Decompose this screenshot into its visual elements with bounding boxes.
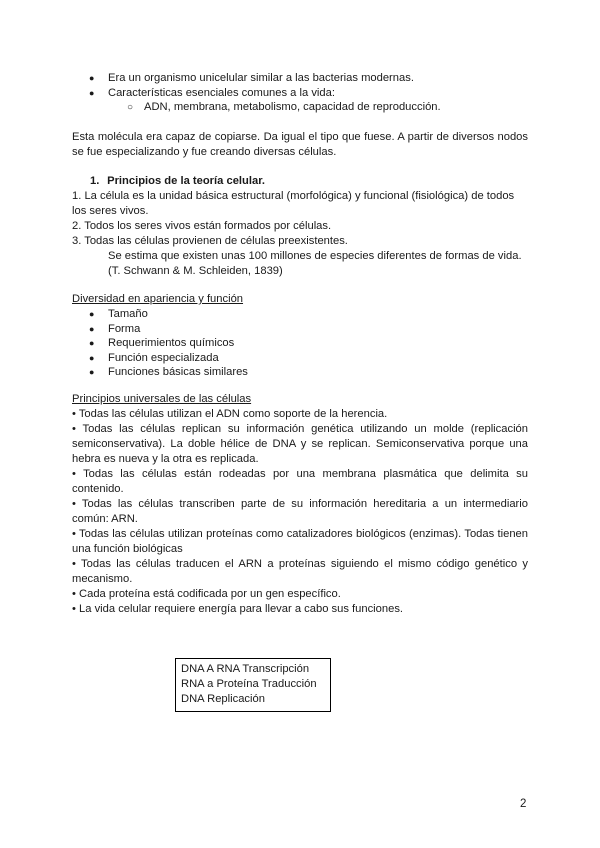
- principle-item: • Todas las células utilizan proteínas como catalizadores biológicos (enzimas). Todas tienen una función biológicas: [72, 528, 528, 555]
- list-item: ● Funciones básicas similares: [89, 366, 248, 379]
- page-number: 2: [520, 798, 527, 810]
- principle-item: • Todas las células están rodeadas por una membrana plasmática que delimita su contenido.: [72, 468, 528, 495]
- principle-item: • Todas las células traducen el ARN a proteínas siguiendo el mismo código genético y mecanismo.: [72, 558, 528, 585]
- diversity-title: Diversidad en apariencia y función: [72, 293, 244, 305]
- principle-item: • Cada proteína está codificada por un gen específico.: [72, 588, 341, 600]
- section-heading: 1. Principios de la teoría celular.: [90, 175, 266, 187]
- list-item: ● Era un organismo unicelular similar a las bacterias modernas.: [89, 72, 414, 84]
- bullet-icon: ●: [89, 352, 95, 363]
- diversity-section: [72, 292, 528, 380]
- universal-principles-section: [72, 392, 528, 617]
- universal-title: Principios universales de las células: [72, 393, 252, 405]
- sub-list-item: ○ ADN, membrana, metabolismo, capacidad de reproducción.: [127, 101, 441, 114]
- box-line: DNA Replicación: [181, 693, 265, 705]
- bullet-icon: ●: [89, 323, 95, 334]
- estimate-note: Se estima que existen unas 100 millones de especies diferentes de formas de vida.: [108, 250, 522, 262]
- principle-item: • Todas las células utilizan el ADN como soporte de la herencia.: [72, 408, 388, 420]
- citation-note: (T. Schwann & M. Schleiden, 1839): [108, 265, 283, 277]
- principles-list: [72, 189, 528, 279]
- principle-item: 3. Todas las células provienen de células preexistentes.: [72, 235, 348, 247]
- bullet-icon: ●: [89, 309, 95, 319]
- summary-box: [175, 658, 331, 712]
- circle-bullet-icon: ○: [127, 102, 134, 114]
- bullet-icon: ●: [89, 87, 95, 98]
- principle-item: • La vida celular requiere energía para llevar a cabo sus funciones.: [72, 603, 404, 615]
- list-item: ● Forma: [89, 322, 141, 335]
- molecule-paragraph: Esta molécula era capaz de copiarse. Da igual el tipo que fuese. A partir de diversos nodos se fue especializando y fue creando diversas células.: [72, 131, 528, 158]
- list-item: ● Función especializada: [89, 351, 219, 364]
- list-item: ● Tamaño: [89, 308, 148, 320]
- principle-item: 1. La célula es la unidad básica estructural (morfológica) y funcional (fisiológica) de todos los seres vivos.: [72, 190, 515, 217]
- box-line: DNA A RNA Transcripción: [181, 663, 310, 675]
- list-item: ● Requerimientos químicos: [89, 337, 235, 350]
- list-item: ● Características esenciales comunes a la vida:: [89, 86, 335, 99]
- bullet-icon: ●: [89, 73, 95, 83]
- bullet-icon: ●: [89, 367, 95, 378]
- box-line: RNA a Proteína Traducción: [181, 678, 317, 690]
- principle-item: • Todas las células transcriben parte de su información hereditaria a un intermediario común: ARN.: [72, 498, 528, 525]
- principle-item: • Todas las células replican su información genética utilizando un molde (replicación semiconservativa). La doble hélice de DNA y se replican. Semiconservativa porque una hebra es nueva y la otra es replicada.: [72, 423, 528, 465]
- principle-item: 2. Todos los seres vivos están formados por células.: [72, 220, 332, 232]
- top-bullet-list: [72, 71, 528, 115]
- bullet-icon: ●: [89, 338, 95, 349]
